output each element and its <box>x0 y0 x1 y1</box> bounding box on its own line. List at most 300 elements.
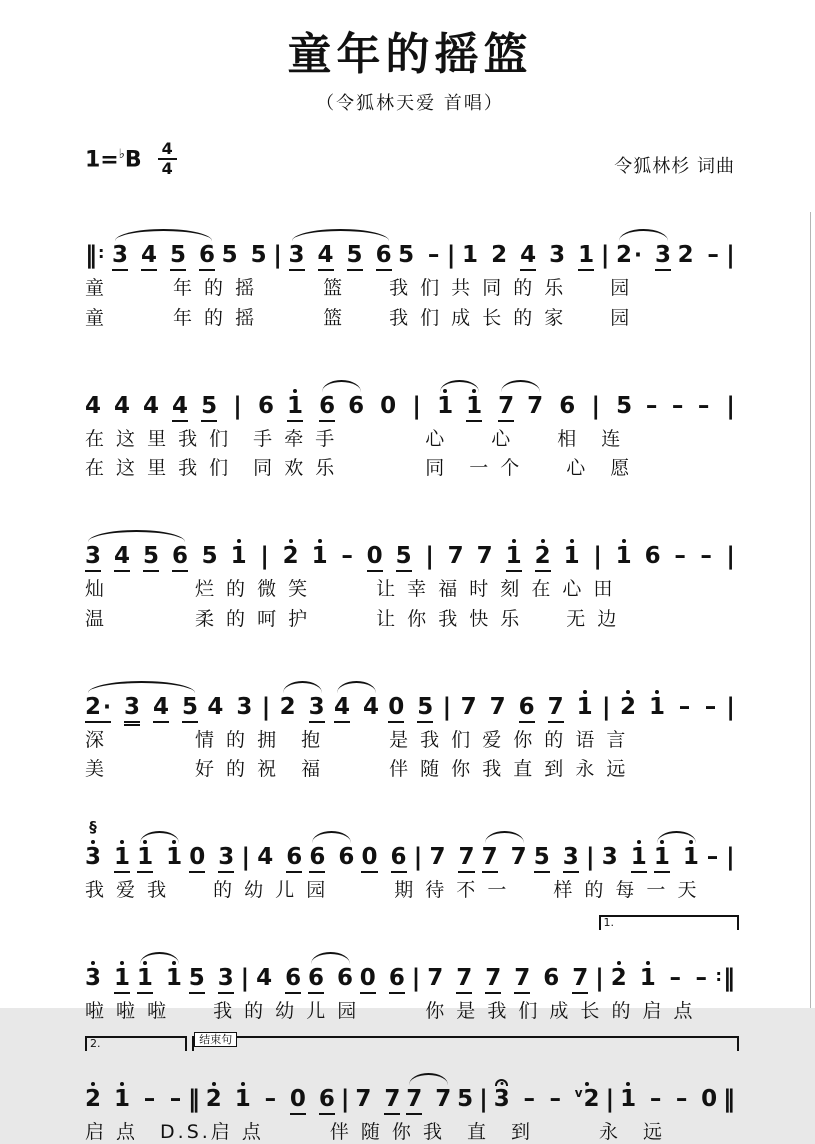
note-body <box>285 964 302 991</box>
note-body <box>527 392 544 419</box>
note-digit: 4 <box>207 693 224 720</box>
barline-single <box>260 544 269 572</box>
note-body <box>218 846 234 869</box>
slur-group <box>85 534 188 572</box>
note <box>477 534 493 572</box>
note-digit: 4 <box>153 693 170 720</box>
note <box>348 384 364 422</box>
note-body <box>460 693 477 720</box>
note-digit: 6 <box>318 1085 335 1112</box>
note-group <box>462 233 594 271</box>
note-body <box>506 545 522 568</box>
note-body <box>172 545 188 568</box>
note-digit: – <box>523 1085 535 1112</box>
note-digit: 0 <box>701 1085 718 1112</box>
volta-label: 结束句 <box>194 1032 237 1047</box>
note-body <box>620 1085 637 1112</box>
note-digit: 6 <box>286 844 303 871</box>
note <box>337 956 353 994</box>
note-group <box>620 1077 717 1115</box>
note-group <box>361 835 406 873</box>
note-digit: 6 <box>285 964 302 991</box>
note-digit: 6 <box>257 392 274 419</box>
note-digit: 5 <box>182 693 199 720</box>
note <box>338 835 354 873</box>
note-group <box>494 1077 600 1115</box>
note <box>482 835 498 873</box>
barline-single <box>261 692 271 723</box>
bar-glyph: | <box>240 963 250 992</box>
note-digit: 4 <box>114 392 131 419</box>
note <box>172 384 188 422</box>
note-digit: 0 <box>388 693 405 720</box>
note-group <box>257 835 302 873</box>
bar-glyph: | <box>340 1084 350 1113</box>
note <box>218 956 234 994</box>
note-digit: 2 <box>85 693 102 720</box>
note <box>654 835 670 873</box>
note-body <box>307 964 324 991</box>
note-body <box>336 964 353 991</box>
note-body <box>535 545 551 568</box>
note-digit: – <box>341 543 353 570</box>
slur-group <box>319 384 364 422</box>
note-body <box>572 964 589 991</box>
note-body <box>286 846 302 869</box>
barline-single <box>586 845 595 873</box>
note-body <box>675 1085 688 1112</box>
note <box>674 534 687 572</box>
note <box>491 233 507 271</box>
note-body <box>143 1085 156 1112</box>
note <box>406 1077 422 1115</box>
bar-glyph: | <box>726 692 735 721</box>
note <box>124 685 140 723</box>
note-body <box>359 964 376 991</box>
note-body <box>523 1085 535 1112</box>
note-digit: 0 <box>380 392 397 419</box>
note-digit: 1 <box>620 1085 637 1112</box>
note-body <box>114 846 130 869</box>
note-digit: 5 <box>417 693 434 720</box>
note-digit: 3 <box>493 1085 510 1112</box>
note-digit: 7 <box>572 964 589 991</box>
note-body <box>678 244 694 267</box>
lyrics-row: 深 情 的 拥 抱 是 我 们 爱 你 的 语 言 <box>85 728 629 751</box>
note <box>564 534 580 572</box>
note-digit: – <box>706 844 719 871</box>
note-body <box>396 545 412 568</box>
note <box>549 233 565 271</box>
note <box>572 956 588 994</box>
note-group <box>678 233 720 271</box>
note <box>384 1077 400 1115</box>
note-body <box>429 846 445 869</box>
note-digit: 3 <box>217 964 234 991</box>
note-digit: 1 <box>166 844 183 871</box>
note <box>172 534 188 572</box>
note <box>137 835 153 873</box>
note <box>490 685 506 723</box>
meta-row <box>85 138 735 179</box>
note <box>616 534 632 572</box>
bar-glyph: | <box>601 692 611 721</box>
note-body <box>172 392 189 419</box>
barline-single <box>414 845 423 873</box>
note <box>645 534 661 572</box>
lyrics-row: 我 爱 我 的 幼 儿 园 期 待 不 一 样 的 每 一 天 <box>85 879 700 902</box>
note-digit: – <box>695 964 707 991</box>
bar-glyph: | <box>261 692 271 721</box>
note <box>435 1077 451 1115</box>
barline-single <box>447 243 456 271</box>
note <box>514 956 530 994</box>
note-body <box>674 545 686 568</box>
note-digit: 1 <box>615 543 632 570</box>
note <box>640 956 656 994</box>
note <box>427 956 443 994</box>
note <box>649 685 665 723</box>
note-body <box>182 693 199 720</box>
note-digit: 4 <box>172 392 189 419</box>
repeat-dots: : <box>98 243 105 263</box>
note <box>457 1077 473 1115</box>
note-digit: 6 <box>543 964 560 991</box>
note-body <box>308 693 325 720</box>
note <box>429 835 445 873</box>
note-group <box>427 956 588 994</box>
note-body <box>578 244 594 267</box>
note-group <box>461 685 593 723</box>
augmentation-dot: · <box>103 694 111 719</box>
system-1 <box>85 192 735 331</box>
note-digit: 3 <box>236 693 253 720</box>
note <box>141 233 157 271</box>
note <box>563 835 579 873</box>
note-body <box>514 964 531 991</box>
note-body <box>547 693 564 720</box>
barline-single <box>593 544 602 572</box>
note-body <box>341 545 353 568</box>
barline-single <box>726 243 735 271</box>
time-numerator: 4 <box>158 141 177 161</box>
note-body <box>85 392 102 419</box>
note-group <box>448 534 580 572</box>
note-body <box>85 964 102 991</box>
note-body <box>367 545 383 568</box>
note-digit: 3 <box>288 242 305 269</box>
note-digit: 0 <box>361 844 378 871</box>
note <box>649 1077 662 1115</box>
note-body <box>563 846 579 869</box>
notes-row <box>85 644 735 723</box>
note-body <box>388 964 405 991</box>
note <box>506 534 522 572</box>
note <box>114 956 130 994</box>
note-body <box>654 846 670 869</box>
note <box>700 534 713 572</box>
note-digit: 1 <box>505 543 522 570</box>
note <box>85 1077 101 1115</box>
note <box>257 835 273 873</box>
note <box>189 835 205 873</box>
note-digit: 7 <box>435 1085 452 1112</box>
bar-glyph: | <box>726 843 735 872</box>
notes-row <box>85 1032 735 1115</box>
note-digit: – <box>674 543 686 570</box>
note-digit: 4 <box>140 242 157 269</box>
note-digit: 1 <box>466 392 483 419</box>
song-title: 童年的摇篮 <box>287 29 533 80</box>
note-digit: 6 <box>644 543 661 570</box>
note <box>466 384 482 422</box>
note-body <box>518 693 535 720</box>
note-digit: 6 <box>390 844 407 871</box>
note-body <box>707 846 719 869</box>
note-body <box>456 964 473 991</box>
note-body <box>85 846 101 869</box>
bar-glyph: | <box>726 241 735 270</box>
note <box>559 384 575 422</box>
note-body <box>234 1085 251 1112</box>
note-digit: 3 <box>655 242 672 269</box>
time-denominator: 4 <box>161 159 173 179</box>
note-body <box>457 1085 474 1112</box>
note-group <box>258 384 303 422</box>
note-body <box>279 693 296 720</box>
note-digit: – <box>678 693 691 720</box>
note-group <box>85 956 130 994</box>
bar-glyph: | <box>260 542 270 571</box>
note-body <box>201 392 218 419</box>
bar-glyph: | <box>233 391 242 420</box>
note-body <box>701 1085 718 1112</box>
note-digit: 0 <box>359 964 376 991</box>
note-body <box>559 392 576 419</box>
note <box>309 835 325 873</box>
note-digit: 6 <box>336 964 353 991</box>
note <box>398 233 414 271</box>
note-digit: – <box>649 1085 662 1112</box>
note-digit: 2 <box>282 543 299 570</box>
note-body <box>137 846 153 869</box>
note <box>427 233 440 271</box>
note-digit: 7 <box>514 964 531 991</box>
note-digit: 2 <box>616 242 633 269</box>
note-body <box>610 964 627 991</box>
note-body <box>406 1085 423 1112</box>
note <box>199 233 215 271</box>
note-group <box>388 685 433 723</box>
note-digit: 7 <box>384 1085 401 1112</box>
note <box>534 835 550 873</box>
bar-glyph: | <box>726 542 735 571</box>
note-body <box>695 964 707 991</box>
note-digit: – <box>707 242 719 269</box>
note <box>380 384 396 422</box>
note <box>417 685 433 723</box>
volta-bracket <box>192 1032 739 1051</box>
note-body <box>318 244 334 267</box>
note-digit: 5 <box>201 543 218 570</box>
note-group <box>85 818 131 873</box>
note-digit: 7 <box>481 844 498 871</box>
note-body <box>427 964 444 991</box>
note <box>286 835 302 873</box>
note-digit: 5 <box>395 543 412 570</box>
note-body <box>251 244 267 267</box>
barline-single <box>726 391 735 422</box>
note-body <box>85 693 111 720</box>
note-body <box>704 693 717 720</box>
note-body <box>697 392 710 419</box>
note-body <box>489 693 506 720</box>
slur-group <box>308 956 353 994</box>
note-digit: 1 <box>136 964 153 991</box>
note-digit: 3 <box>111 242 128 269</box>
note-body <box>362 693 379 720</box>
bar-glyph: | <box>442 692 452 721</box>
note-digit: 1 <box>630 844 647 871</box>
barline-single <box>479 1084 488 1115</box>
note-body <box>574 1085 600 1112</box>
lyrics-row: 童 年 的 摇 篮 我 们 共 同 的 乐 园 <box>85 277 633 300</box>
note-digit: 4 <box>114 543 131 570</box>
note-body <box>257 846 273 869</box>
note-body <box>312 545 328 568</box>
note <box>669 956 682 994</box>
note-body <box>85 545 101 568</box>
note-digit: 4 <box>256 964 273 991</box>
note <box>361 835 377 873</box>
note <box>341 534 354 572</box>
bar-glyph: | <box>600 241 610 270</box>
slur-group <box>437 384 482 422</box>
note <box>695 956 708 994</box>
score <box>85 192 735 1144</box>
bar-glyph: ‖ <box>85 241 97 270</box>
note <box>602 835 618 873</box>
note <box>462 233 478 271</box>
note <box>620 1077 636 1115</box>
note <box>222 233 238 271</box>
note <box>655 233 671 271</box>
notes-row <box>85 192 735 271</box>
note-digit: 1 <box>682 844 699 871</box>
note <box>85 685 111 723</box>
note-group <box>189 956 234 994</box>
notes-row <box>85 343 735 422</box>
note-digit: – <box>669 964 681 991</box>
note-digit: 7 <box>355 1085 372 1112</box>
note <box>548 685 564 723</box>
note-body <box>616 244 642 267</box>
note <box>360 956 376 994</box>
note-digit: 3 <box>85 543 102 570</box>
note-digit: 3 <box>601 844 618 871</box>
system-2 <box>85 343 735 482</box>
note-body <box>143 392 160 419</box>
bar-glyph: ‖ <box>722 1084 735 1113</box>
note <box>448 534 464 572</box>
note-digit: 6 <box>348 392 365 419</box>
note-body <box>491 244 507 267</box>
note-group <box>620 685 717 723</box>
note-group <box>706 835 719 873</box>
note <box>706 835 719 873</box>
note <box>114 534 130 572</box>
note-digit: 7 <box>447 543 464 570</box>
note-body <box>283 545 299 568</box>
note <box>256 956 272 994</box>
note-group <box>602 835 647 873</box>
bar-glyph: | <box>591 391 601 420</box>
note <box>363 685 379 723</box>
note <box>511 835 527 873</box>
note-digit: 0 <box>289 1085 306 1112</box>
note-digit: – <box>264 1085 277 1112</box>
note <box>318 233 334 271</box>
system-4 <box>85 644 735 783</box>
notes-row <box>85 915 735 994</box>
note-body <box>361 846 377 869</box>
note <box>287 384 303 422</box>
note <box>523 1077 536 1115</box>
note-body <box>462 244 478 267</box>
slur-group <box>137 956 182 994</box>
barline-single <box>591 391 601 422</box>
bar-glyph: | <box>446 241 456 270</box>
note-body <box>458 846 474 869</box>
note-digit: – <box>549 1085 561 1112</box>
note <box>620 685 636 723</box>
note-body <box>466 392 483 419</box>
slur-group <box>334 685 379 723</box>
note-body <box>355 1085 372 1112</box>
slur-group <box>616 233 671 271</box>
note-digit: 6 <box>388 964 405 991</box>
note-body <box>639 964 656 991</box>
barline-single <box>412 391 421 422</box>
system-6 <box>85 915 735 1024</box>
note-body <box>549 1085 561 1112</box>
note-digit: 7 <box>460 693 477 720</box>
note-body <box>619 693 636 720</box>
note-digit: 1 <box>114 964 131 991</box>
note-group <box>256 956 301 994</box>
note-body <box>170 244 186 267</box>
note-digit: – <box>645 392 658 419</box>
note-digit: 7 <box>456 964 473 991</box>
note <box>201 384 217 422</box>
bar-glyph: ‖ <box>722 963 735 992</box>
note-digit: 3 <box>124 693 141 720</box>
note <box>114 835 130 873</box>
note-body <box>114 964 131 991</box>
note-digit: 4 <box>520 242 537 269</box>
lyrics-row: 温 柔 的 呵 护 让 你 我 快 乐 无 边 <box>85 607 620 630</box>
bar-glyph: | <box>593 542 602 571</box>
note <box>170 233 186 271</box>
lyrics-row: 在 这 里 我 们 同 欢 乐 同 一 个 心 愿 <box>85 457 633 480</box>
note <box>218 835 234 873</box>
note <box>388 685 404 723</box>
note-body <box>236 693 253 720</box>
slur-group <box>85 685 198 723</box>
note <box>285 956 301 994</box>
note <box>153 685 169 723</box>
note-body <box>264 1085 277 1112</box>
